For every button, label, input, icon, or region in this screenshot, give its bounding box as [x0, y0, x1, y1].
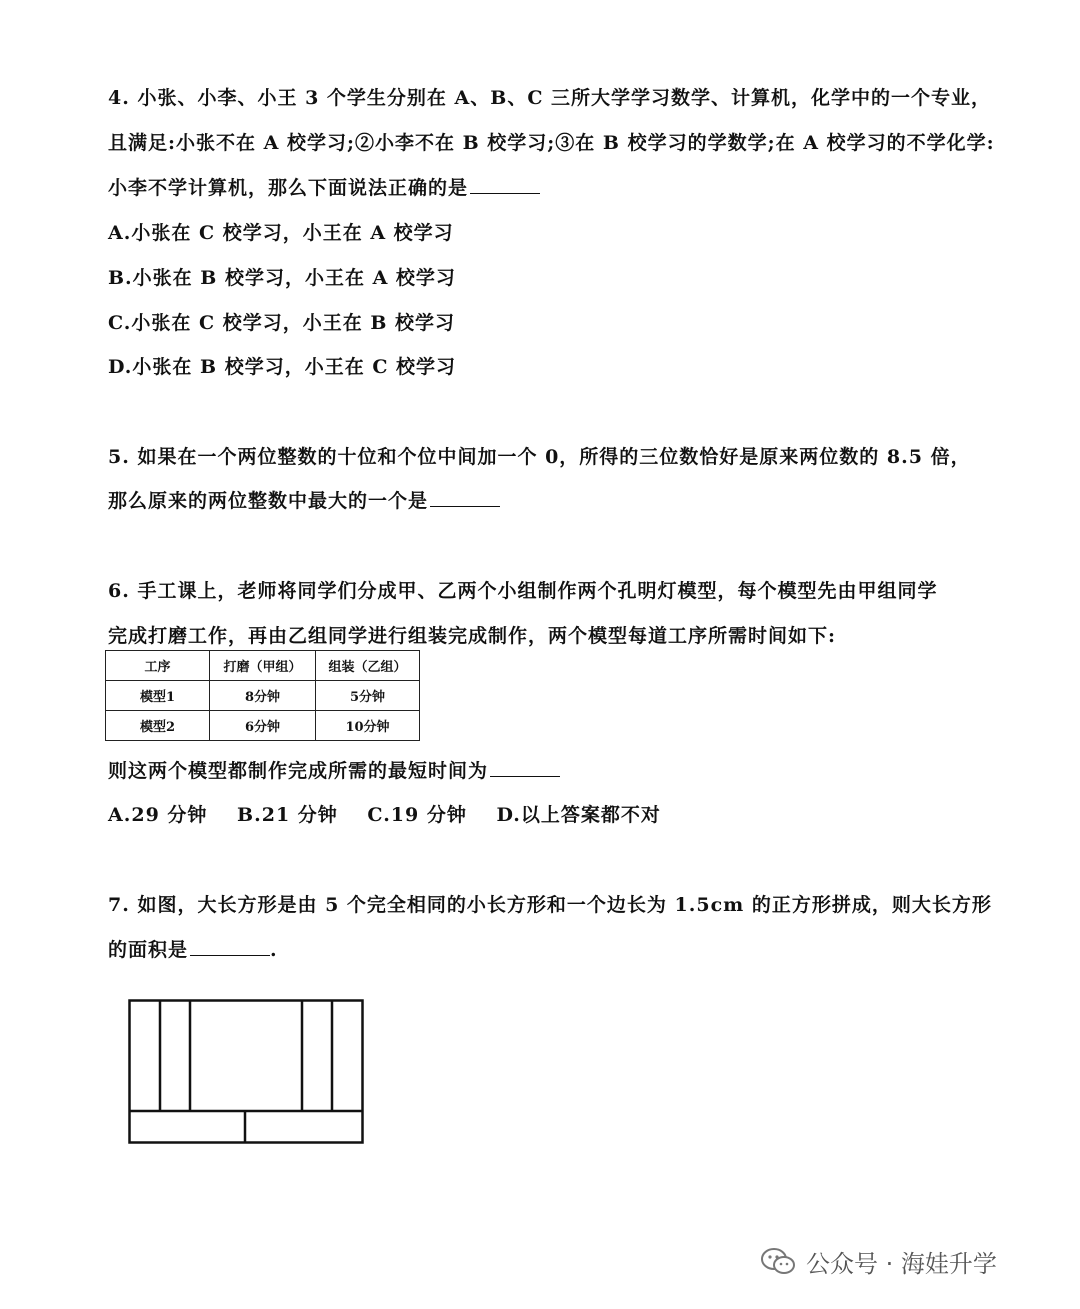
q4-line-2: 且满足:小张不在 A 校学习;②小李不在 B 校学习;③在 B 校学习的学数学;在 A 校学习的不学化学: [108, 132, 995, 154]
q6-option-a: A.29 分钟 [108, 804, 208, 826]
q7-line-1: 7. 如图，大长方形是由 5 个完全相同的小长方形和一个边长为 1.5cm 的正方形拼成，则大长方形 [108, 894, 992, 916]
watermark [760, 1244, 997, 1279]
table-header-row [106, 651, 420, 681]
table-cell: 10分钟 [316, 711, 420, 741]
q6-option-d: D.以上答案都不对 [496, 804, 661, 826]
q4-line-1: 4. 小张、小李、小王 3 个学生分别在 A、B、C 三所大学学习数学、计算机，化学中的一个专业， [108, 87, 992, 109]
rectangle-figure [128, 999, 366, 1147]
table-header-cell: 组装（乙组） [316, 651, 420, 681]
table-row [106, 711, 420, 741]
table-cell: 模型1 [106, 681, 210, 711]
q6-option-c: C.19 分钟 [367, 804, 467, 826]
q6-line-2: 完成打磨工作，再由乙组同学进行组装完成制作，两个模型每道工序所需时间如下: [108, 625, 837, 647]
q4-answer-blank [470, 175, 540, 194]
q4-line-3-text: 小李不学计算机，那么下面说法正确的是 [108, 177, 469, 199]
q7-line-2-text: 的面积是 [108, 939, 189, 961]
q4-option-b: B.小张在 B 校学习，小王在 A 校学习 [108, 267, 456, 289]
q5-line-1: 5. 如果在一个两位整数的十位和个位中间加一个 0，所得的三位数恰好是原来两位数的 8.5 倍， [108, 446, 971, 468]
q4-line-3 [108, 173, 540, 200]
q5-line-2-text: 那么原来的两位整数中最大的一个是 [108, 490, 429, 512]
q7-answer-blank [190, 937, 270, 956]
q6-line-3 [108, 756, 560, 783]
q5-answer-blank [430, 488, 500, 507]
q6-options [108, 800, 661, 827]
q7-line-2-end: . [270, 939, 278, 961]
q6-line-3-text: 则这两个模型都制作完成所需的最短时间为 [108, 760, 489, 782]
watermark-text: 公众号 · 海娃升学 [806, 1250, 997, 1278]
q6-option-b: B.21 分钟 [237, 804, 338, 826]
q4-option-c: C.小张在 C 校学习，小王在 B 校学习 [108, 312, 456, 334]
q4-option-a: A.小张在 C 校学习，小王在 A 校学习 [108, 222, 454, 244]
table-cell: 6分钟 [210, 711, 316, 741]
process-time-table [105, 650, 420, 741]
q6-answer-blank [490, 758, 560, 777]
table-cell: 5分钟 [316, 681, 420, 711]
table-header-cell: 工序 [106, 651, 210, 681]
table-cell: 模型2 [106, 711, 210, 741]
table-header-cell: 打磨（甲组） [210, 651, 316, 681]
q6-line-1: 6. 手工课上，老师将同学们分成甲、乙两个小组制作两个孔明灯模型，每个模型先由甲组同学 [108, 580, 938, 602]
table-row [106, 681, 420, 711]
table-cell: 8分钟 [210, 681, 316, 711]
wechat-icon [760, 1247, 796, 1277]
q7-line-2 [108, 935, 278, 962]
q5-line-2 [108, 486, 500, 513]
q4-option-d: D.小张在 B 校学习，小王在 C 校学习 [108, 356, 457, 378]
